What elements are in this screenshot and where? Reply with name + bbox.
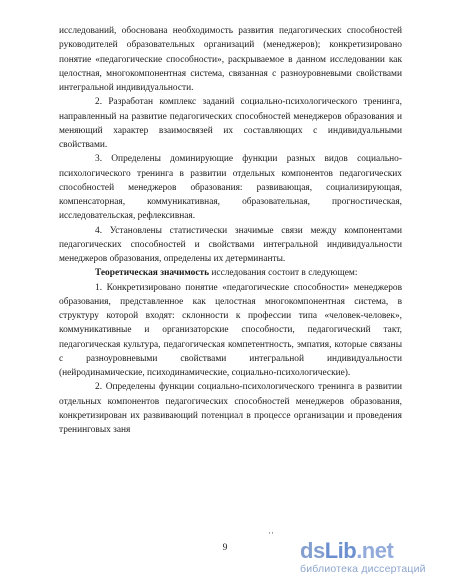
watermark-tagline: библиотека диссертаций bbox=[300, 563, 426, 575]
heading-rest: исследования состоит в следующем: bbox=[209, 268, 358, 279]
paragraph-item-2: 2. Разработан комплекс заданий социально-психологического тренинга, направленный на развитие педагогических способностей менеджеров образования и меняющий характер взаимосвязей их составляющих с индивидуальными свойствами. bbox=[59, 97, 402, 150]
heading-bold-phrase: Теоретическая значимость bbox=[95, 268, 210, 279]
paragraph-theory-2: 2. Определены функции социально-психологического тренинга в развитии отдельных компонентов педагогических способностей менеджеров образования, конкретизирован их развивающий потенциал в процессе организации и проведения тренинговых заня bbox=[59, 382, 402, 435]
logo-ds: ds bbox=[300, 538, 325, 563]
body-text bbox=[59, 24, 402, 437]
section-heading-theoretical-significance bbox=[59, 266, 402, 280]
paragraph-continuation: исследований, обоснована необходимость развития педагогических способностей руководителей образовательных организаций (менеджеров); конкретизировано понятие «педагогические способности», раскрываемое в данном исследовании как целостная, многокомпонентная система, связанная с разноуровневыми свойствами интегральной индивидуальности. bbox=[59, 26, 402, 93]
watermark-logo bbox=[300, 540, 448, 562]
paragraph-item-4: 4. Установлены статистически значимые связи между компонентами педагогических способностей и свойствами интегральной индивидуальности менеджеров образования, определены их детерминанты. bbox=[59, 225, 402, 264]
paragraph-theory-1: 1. Конкретизировано понятие «педагогические способности» менеджеров образования, представленное как целостная многокомпонентная система, в структуру которой входят: склонности к профессии типа «человек-человек», коммуникативные и организаторские способности, педагогический такт, педагогическая культура, педагогическая компетентность, эмпатия, которые связаны с разноуровневыми свойствами интегральной индивидуальности (нейродинамические, психодинамические, социально-психологические). bbox=[59, 282, 402, 378]
logo-net: .net bbox=[356, 538, 394, 563]
dslib-watermark[interactable] bbox=[300, 540, 448, 580]
page-number: 9 bbox=[222, 543, 228, 553]
logo-lib: Lib bbox=[324, 538, 357, 563]
paragraph-item-3: 3. Определены доминирующие функции разных видов социально-психологического тренинга в развитии отдельных компонентов педагогических способностей менеджеров образования: развивающая, социализирующая, компенсаторная, коммуникативная, образовательная, прогностическая, исследовательская, рефлексивная. bbox=[59, 154, 402, 222]
truncation-mark: ·· bbox=[268, 528, 274, 538]
